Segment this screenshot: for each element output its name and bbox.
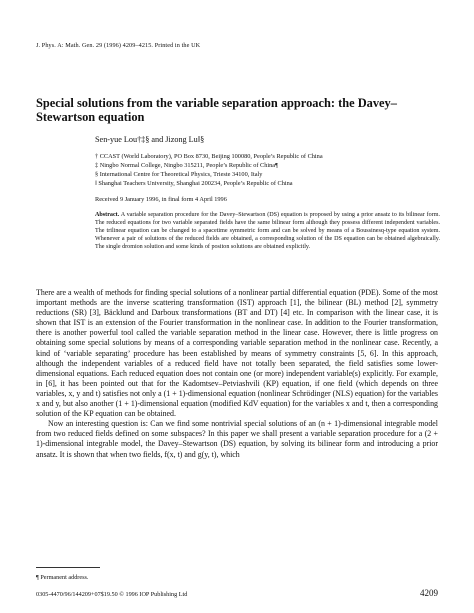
abstract	[95, 212, 440, 252]
affiliation-item: ‡ Ningbo Normal College, Ningbo 315211, People’s Republic of China¶	[95, 162, 278, 169]
abstract-text: A variable separation procedure for the Davey–Stewartson (DS) equation is proposed by using a prior ansatz to its bilinear form. The reduced equations for two variable separated fields have the same bilinear form although they possess different independent variables. The trilinear equation can be changed to a spacetime symmetric form and can be solved by means of a Boussinesq-type equation system. Whenever a pair of solutions of the reduced fields are obtained, a corresponding solution of the DS equation can be obtained algebraically. The single dromion solution and some kinds of positon solutions are obtained explicitly.	[95, 212, 440, 250]
paper-title: Special solutions from the variable separation approach: the Davey–Stewartson equation	[36, 96, 397, 124]
footnote-rule	[36, 567, 100, 568]
body-paragraph: There are a wealth of methods for finding special solutions of a nonlinear partial differential equation (PDE). Some of the most important methods are the inverse scattering transformation (IST) approach [1], the bilinear (BL) method [2], symmetry reductions (SR) [3], Bäcklund and Darboux transformations (BT and DT) [4] etc. In comparison with the linear case, it is shown that IST is an extension of the Fourier transformation in the nonlinear case. In addition to the Fourier transformation, there is another powerful tool called the variable separation method in the linear case. However, there is little progress on obtaining some special solutions by means of a corresponding variable separation method in the nonlinear case. Recently, a kind of ‘variable separating’ procedure has been established by means of symmetry constraints [5, 6]. In this approach, although the independent variables of a reduced field have not totally been separated, the field satisfies some lower-dimensional equations. Each reduced equation does not contain one (or more) independent variable(s) explicitly. For example, in [6], it has been pointed out that for the Kadomtsev–Petviashvili (KP) equation, if one field (which depends on three variables, x, y and t) satisfies not only a (1 + 1)-dimensional equation (nonlinear Schrödinger (NLS) equation) for the variables x and y, but also another (1 + 1)-dimensional equation (modified KdV equation) for the variables x and t, then a corresponding solution of the KP equation can be obtained.	[36, 288, 438, 419]
copyright-line: 0305-4470/96/144209+07$19.50 © 1996 IOP Publishing Ltd	[36, 591, 188, 598]
abstract-label: Abstract.	[95, 212, 120, 218]
author-list: Sen-yue Lou†‡§ and Jizong Lu‖§	[95, 135, 205, 144]
affiliation-item: § International Centre for Theoretical Physics, Trieste 34100, Italy	[95, 171, 263, 178]
received-dates: Received 9 January 1996, in final form 4 April 1996	[95, 196, 227, 203]
footnote: ¶ Permanent address.	[36, 574, 89, 581]
journal-citation: J. Phys. A: Math. Gen. 29 (1996) 4209–4215. Printed in the UK	[36, 42, 201, 49]
body-text	[36, 288, 438, 460]
affiliations	[95, 152, 435, 188]
page-number: 4209	[420, 588, 438, 598]
body-paragraph: Now an interesting question is: Can we find some nontrivial special solutions of an (n + 1)-dimensional integrable model from two reduced fields defined on some subspaces? In this paper we shall present a variable separation procedure for a (2 + 1)-dimensional integrable model, the Davey–Stewartson (DS) equation, by solving its bilinear form and introducing a prior ansatz. It is shown that when two fields, f(x, t) and g(y, t), which	[36, 419, 438, 459]
affiliation-item: † CCAST (World Laboratory), PO Box 8730, Beijing 100080, People’s Republic of China	[95, 153, 323, 160]
affiliation-item: ‖ Shanghai Teachers University, Shanghai 200234, People’s Republic of China	[95, 180, 293, 187]
